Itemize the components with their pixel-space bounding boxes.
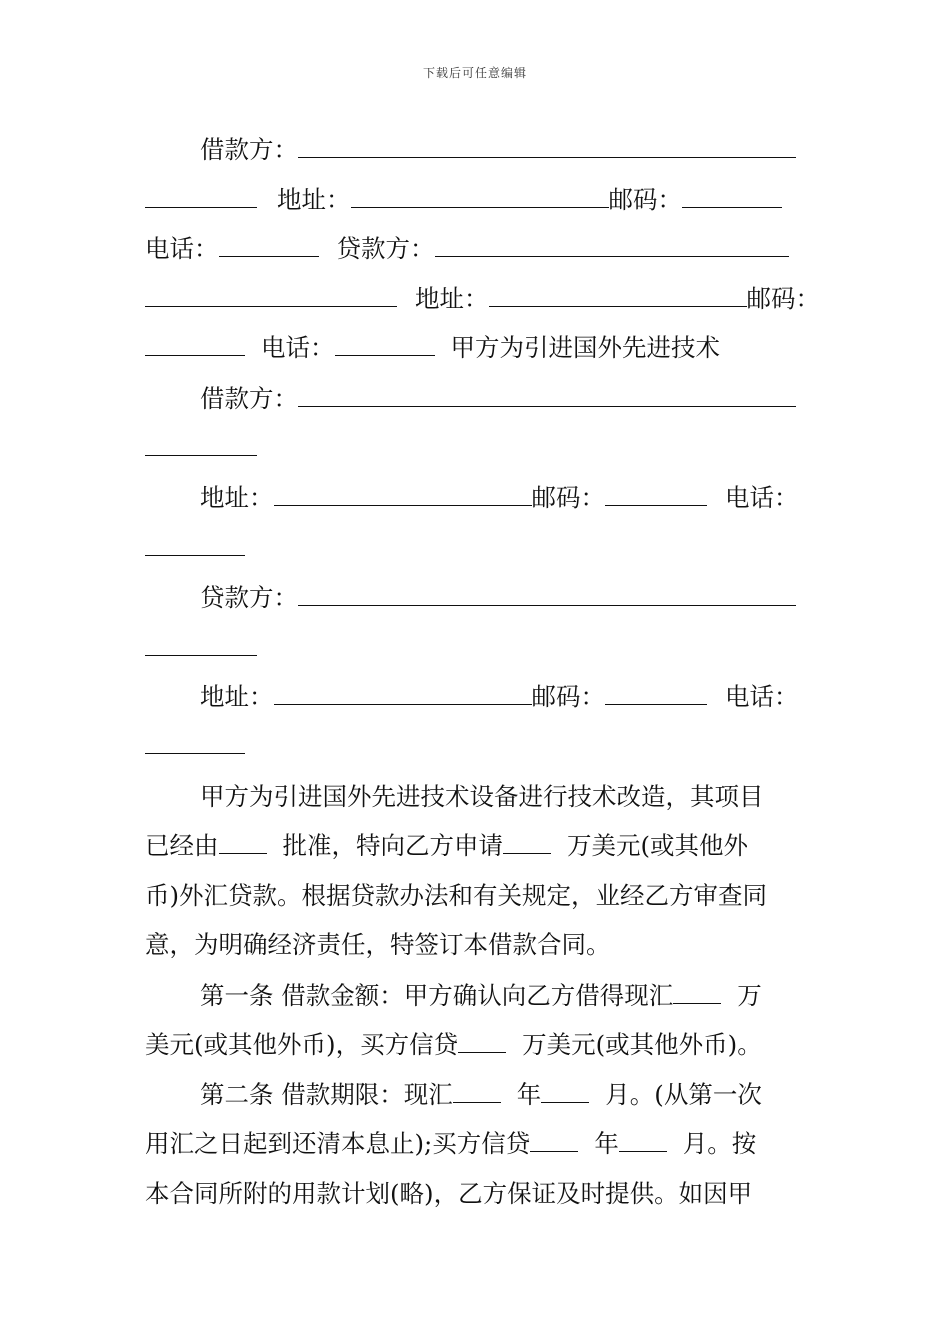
preamble-text-2b: 批准，特向乙方申请 — [282, 831, 503, 860]
borrower-line — [200, 130, 810, 170]
lender-section-postcode-label: 邮码： — [531, 682, 605, 711]
lender-postcode-label: 邮码： — [746, 284, 820, 313]
lender-section-phone-cont — [145, 726, 810, 766]
phone-blank[interactable] — [219, 254, 319, 257]
lender-address-blank[interactable] — [489, 304, 747, 307]
preamble-text-4: 意，为明确经济责任，特签订本借款合同。 — [145, 930, 611, 959]
borrower-section-label: 借款方： — [200, 384, 298, 413]
lender-address-label: 地址： — [415, 284, 489, 313]
preamble-text-1: 甲方为引进国外先进技术设备进行技术改造，其项目 — [200, 782, 764, 811]
credit-years-blank[interactable] — [530, 1149, 578, 1152]
lender-blank[interactable] — [435, 254, 789, 257]
borrower-label: 借款方： — [200, 135, 298, 164]
borrower-section-line — [200, 379, 810, 419]
article2-text-1b: 年 — [516, 1080, 542, 1109]
article2-line-3 — [145, 1174, 810, 1214]
lender-section-blank[interactable] — [298, 603, 796, 606]
lender-section-phone-label: 电话： — [725, 682, 799, 711]
borrower-section-address-blank[interactable] — [274, 503, 532, 506]
lender-phone-line — [145, 328, 810, 368]
borrower-section-phone-label: 电话： — [725, 483, 799, 512]
borrower-section-postcode-label: 邮码： — [531, 483, 605, 512]
loan-amount-blank[interactable] — [503, 851, 551, 854]
inline-text: 甲方为引进国外先进技术 — [450, 333, 720, 362]
lender-section-address-blank[interactable] — [274, 702, 532, 705]
lender-section-line — [200, 578, 810, 618]
spot-months-blank[interactable] — [541, 1100, 589, 1103]
article2-text-1c: 月。(从第一次 — [605, 1080, 762, 1109]
borrower-section-phone-cont — [145, 528, 810, 568]
lender-section-address-line — [200, 677, 810, 717]
article1-line-1 — [200, 976, 810, 1016]
lender-phone-blank[interactable] — [335, 353, 435, 356]
preamble-line-1 — [200, 777, 810, 817]
lender-section-cont-blank[interactable] — [145, 653, 257, 656]
article2-text-2a: 用汇之日起到还清本息止);买方信贷 — [145, 1129, 531, 1158]
borrower-section-cont — [145, 428, 810, 468]
lender-postcode-blank[interactable] — [145, 353, 245, 356]
credit-months-blank[interactable] — [619, 1149, 667, 1152]
article1-line-2 — [145, 1025, 810, 1065]
address-line — [145, 180, 810, 220]
article1-text-1a: 第一条 借款金额：甲方确认向乙方借得现汇 — [200, 981, 674, 1010]
borrower-section-blank[interactable] — [298, 404, 796, 407]
borrower-blank[interactable] — [298, 155, 796, 158]
borrower-section-address-label: 地址： — [200, 483, 274, 512]
postcode-label: 邮码： — [608, 185, 682, 214]
address-blank[interactable] — [351, 205, 609, 208]
article2-text-3: 本合同所附的用款计划(略)，乙方保证及时提供。如因甲 — [145, 1179, 753, 1208]
page-header: 下载后可任意编辑 — [422, 66, 527, 80]
article1-text-2b: 万美元(或其他外币)。 — [522, 1030, 762, 1059]
spot-years-blank[interactable] — [453, 1100, 501, 1103]
article2-text-2c: 月。按 — [682, 1129, 757, 1158]
lender-section-label: 贷款方： — [200, 583, 298, 612]
borrower-section-address-line — [200, 478, 810, 518]
preamble-line-2 — [145, 826, 810, 866]
spot-amount-blank[interactable] — [673, 1001, 721, 1004]
borrower-section-postcode-blank[interactable] — [605, 503, 707, 506]
address-label: 地址： — [277, 185, 351, 214]
buyer-credit-blank[interactable] — [458, 1050, 506, 1053]
preamble-line-3 — [145, 876, 810, 916]
preamble-text-2c: 万美元(或其他外 — [567, 831, 749, 860]
phone-label: 电话： — [145, 234, 219, 263]
lender-section-phone-blank[interactable] — [145, 751, 245, 754]
lender-section-postcode-blank[interactable] — [605, 702, 707, 705]
postcode-blank[interactable] — [682, 205, 782, 208]
preamble-text-2a: 已经由 — [145, 831, 219, 860]
lender-name-cont-blank[interactable] — [145, 304, 397, 307]
preamble-line-4 — [145, 925, 810, 965]
article2-text-1a: 第二条 借款期限：现汇 — [200, 1080, 453, 1109]
lender-phone-label: 电话： — [261, 333, 335, 362]
phone-lender-line — [145, 229, 810, 269]
article1-text-2a: 美元(或其他外币)，买方信贷 — [145, 1030, 459, 1059]
article1-text-1b: 万 — [737, 981, 762, 1010]
lender-section-address-label: 地址： — [200, 682, 274, 711]
lender-address-line — [145, 279, 820, 319]
borrower-section-cont-blank[interactable] — [145, 453, 257, 456]
approver-blank[interactable] — [219, 851, 267, 854]
lender-label: 贷款方： — [336, 234, 435, 263]
borrower-section-phone-blank[interactable] — [145, 553, 245, 556]
preamble-text-3: 币)外汇贷款。根据贷款办法和有关规定，业经乙方审查同 — [145, 881, 768, 910]
article2-line-2 — [145, 1124, 810, 1164]
article2-line-1 — [200, 1075, 810, 1115]
article2-text-2b: 年 — [594, 1129, 619, 1158]
borrower-name-cont-blank[interactable] — [145, 205, 257, 208]
lender-section-cont — [145, 628, 810, 668]
